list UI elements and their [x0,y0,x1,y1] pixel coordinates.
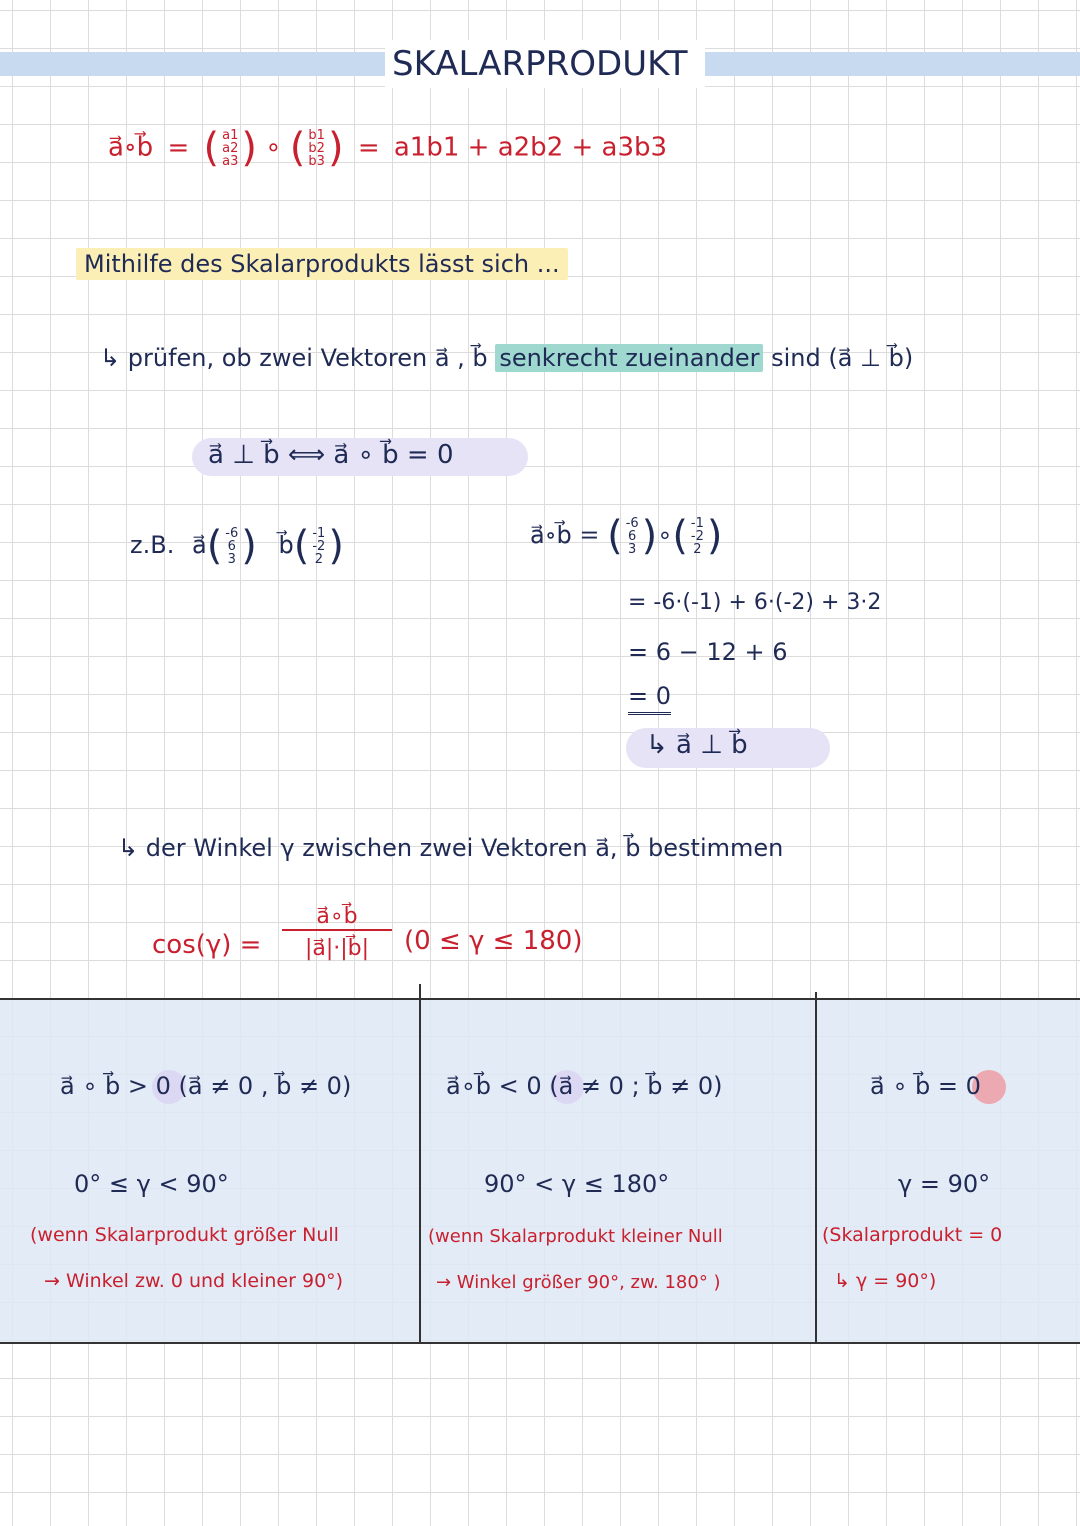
table-divider-2 [815,992,817,1342]
def-eq: = [167,132,190,163]
use-angle [118,834,783,862]
use1-text-after: sind (a⃗ ⊥ b⃗) [771,344,914,372]
def-lhs: a⃗∘b⃗ [108,132,154,163]
col3-note-1: (Skalarprodukt = 0 [822,1224,1003,1246]
def-op: ∘ [265,132,282,163]
calc-vector-a [623,517,642,556]
calc-line-4: = 0 [628,682,671,715]
arrow-icon: ↳ [118,834,139,862]
col2-angle: 90° < γ ≤ 180° [484,1170,670,1198]
col3-condition: a⃗ ∘ b⃗ = 0 [870,1072,981,1100]
example-a-name: a⃗ [191,531,207,559]
intro-highlight: Mithilfe des Skalarprodukts lässt sich ... [76,248,568,280]
table-bottom-border [0,1342,1080,1344]
calc-line-2: = -6·(-1) + 6·(-2) + 3·2 [628,590,882,615]
ex-a-1: -6 [225,525,239,541]
calc-b-2: -2 [690,528,704,544]
perp-rule: a⃗ ⊥ b⃗ ⟺ a⃗ ∘ b⃗ = 0 [208,440,454,470]
col3-note-2: ↳ γ = 90°) [834,1270,937,1292]
def-vector-b [305,129,328,168]
cos-denominator: |a⃗|·|b⃗| [304,936,370,961]
definition-formula: a⃗∘b⃗ = ( a1 a2 a3 ) ∘ ( b1 b2 b3 ) = a1b1 + a2b2 + a3b3 [108,125,668,171]
col1-angle: 0° ≤ γ < 90° [74,1170,229,1198]
example-calc: a⃗∘b⃗ = ( -6 6 3 )∘( -1 -2 2 ) [530,513,723,559]
example-b-name: b⃗ [278,531,294,559]
arrow-icon: ↳ [100,344,121,372]
vec-b-3: b3 [308,153,325,169]
col2-note-2: → Winkel größer 90°, zw. 180° ) [436,1272,721,1293]
example-vector-b [309,527,328,566]
cos-range: (0 ≤ γ ≤ 180) [404,926,583,956]
calc-b-1: -1 [690,515,704,531]
use-perpendicular [100,344,913,372]
def-rhs: a1b1 + a2b2 + a3b3 [393,132,668,163]
vec-a-2: a2 [222,140,239,156]
calc-a-1: -6 [625,515,639,531]
intro-text [76,250,568,278]
ex-a-2: 6 [227,538,236,554]
calc-conclusion: ↳ a⃗ ⊥ b⃗ [646,730,748,760]
table-divider-1 [419,984,421,1342]
col3-angle: γ = 90° [898,1170,991,1198]
ex-b-2: -2 [312,538,326,554]
calc-lhs: a⃗∘b⃗ = [530,521,600,549]
vec-a-1: a1 [222,127,239,143]
vec-b-1: b1 [308,127,325,143]
ex-b-1: -1 [312,525,326,541]
def-vector-a [219,129,241,168]
col1-note-1: (wenn Skalarprodukt größer Null [30,1224,339,1246]
cos-numerator: a⃗∘b⃗ [282,904,392,931]
table-top-border [0,998,1080,1000]
example-vectors: z.B. a⃗( -6 6 3 ) b⃗( -1 -2 2 ) [130,523,344,569]
col1-condition: a⃗ ∘ b⃗ > 0 (a⃗ ≠ 0 , b⃗ ≠ 0) [60,1072,352,1100]
calc-b-3: 2 [693,541,702,557]
col2-note-1: (wenn Skalarprodukt kleiner Null [428,1226,723,1247]
use1-text-before: prüfen, ob zwei Vektoren a⃗ , b⃗ [127,344,488,372]
def-eq2: = [357,132,380,163]
calc-a-3: 3 [628,541,637,557]
ex-b-3: 2 [314,551,323,567]
calc-a-2: 6 [628,528,637,544]
vec-a-3: a3 [222,153,239,169]
ex-a-3: 3 [227,551,236,567]
col1-note-2: → Winkel zw. 0 und kleiner 90°) [44,1270,344,1292]
calc-vector-b [688,517,707,556]
use1-highlight: senkrecht zueinander [495,344,763,372]
use2-text: der Winkel γ zwischen zwei Vektoren a⃗, b⃗ bestimmen [145,834,784,862]
cos-lhs: cos(γ) = [152,930,262,960]
calc-op: ∘ [657,521,673,549]
col2-condition: a⃗∘b⃗ < 0 (a⃗ ≠ 0 ; b⃗ ≠ 0) [446,1072,723,1100]
calc-line-3: = 6 − 12 + 6 [628,638,788,666]
example-vector-a [222,527,241,566]
page-title: SKALARPRODUKT [392,44,688,84]
vec-b-2: b2 [308,140,325,156]
example-label: z.B. [130,531,175,559]
